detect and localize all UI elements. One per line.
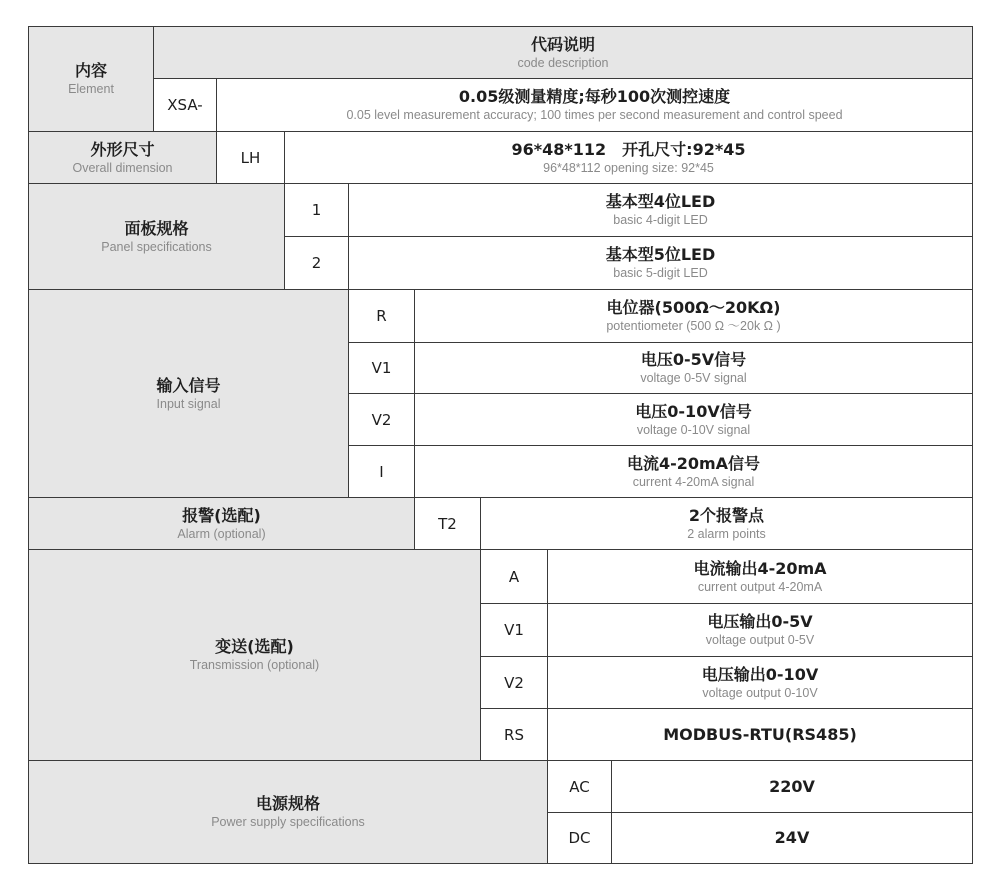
alarm-value-en: 2 alarm points (687, 526, 766, 541)
input-value-zh: 电压0-5V信号 (640, 350, 747, 369)
input-value-zh: 电位器(500Ω～20KΩ) (606, 298, 781, 317)
transmission-label-en: Transmission (optional) (189, 658, 320, 672)
power-code-cell (547, 760, 612, 813)
input-value-zh: 电流4-20mA信号 (626, 453, 761, 473)
input-code: R (376, 307, 387, 325)
series-code-cell (153, 78, 217, 132)
transmission-code: V2 (504, 673, 524, 692)
input-value-en: current 4-20mA signal (632, 474, 755, 489)
input-value-zh: 电压0-10V信号 (635, 401, 752, 421)
panel-value-cell (348, 183, 973, 237)
dimension-value-cell (284, 131, 973, 184)
panel-code-cell (284, 183, 349, 237)
input-value-en: voltage 0-5V signal (640, 371, 747, 385)
series-description-zh: 0.05级测量精度;每秒100次测控速度 (458, 87, 731, 106)
transmission-value-zh: 电流输出4-20mA (693, 558, 827, 578)
alarm-label-en: Alarm (optional) (177, 526, 266, 541)
input-value-cell (414, 445, 973, 498)
alarm-label-cell (28, 497, 415, 550)
input-code-cell (348, 393, 415, 446)
alarm-code-cell (414, 497, 481, 550)
dimension-code: LH (240, 148, 261, 167)
transmission-code-cell (480, 603, 548, 657)
dimension-label-zh: 外形尺寸 (90, 139, 155, 159)
dimension-label-en: Overall dimension (72, 160, 173, 175)
panel-value-en: basic 5-digit LED (613, 266, 708, 280)
dimension-label-cell (28, 131, 217, 184)
input-code-cell (348, 445, 415, 498)
dimension-value-zh: 96*48*112 开孔尺寸:92*45 (511, 139, 746, 159)
element-label-cell (28, 26, 154, 132)
transmission-value-cell (547, 603, 973, 657)
code-description-zh: 代码说明 (530, 34, 595, 54)
transmission-value-en: voltage output 0-10V (702, 685, 818, 700)
transmission-code: V1 (504, 621, 524, 639)
element-label-zh: 内容 (74, 61, 107, 80)
transmission-value-en: voltage output 0-5V (705, 633, 815, 647)
transmission-value-cell (547, 656, 973, 709)
transmission-value-zh: 电压输出0-5V (707, 612, 813, 631)
panel-code-cell (284, 236, 349, 290)
power-label-zh: 电源规格 (255, 794, 320, 813)
input-label-en: Input signal (156, 396, 221, 411)
panel-value-zh: 基本型4位LED (605, 192, 716, 211)
panel-value-zh: 基本型5位LED (605, 245, 716, 264)
input-code: V1 (371, 359, 392, 377)
transmission-code-cell (480, 708, 548, 761)
power-value: 220V (769, 776, 815, 796)
input-label-zh: 输入信号 (156, 375, 221, 395)
transmission-code: A (508, 567, 520, 586)
input-value-cell (414, 393, 973, 446)
input-value-cell (414, 342, 973, 394)
power-code: AC (569, 777, 590, 796)
transmission-code-cell (480, 549, 548, 604)
element-label-en: Element (68, 82, 114, 96)
transmission-label-zh: 变送(选配) (215, 637, 294, 656)
panel-code: 1 (311, 201, 322, 219)
power-label-en: Power supply specifications (211, 815, 365, 829)
power-label-cell (28, 760, 548, 864)
panel-label-zh: 面板规格 (124, 218, 189, 238)
transmission-value-cell (547, 549, 973, 604)
panel-label-cell (28, 183, 285, 290)
power-value: 24V (774, 828, 810, 847)
panel-value-en: basic 4-digit LED (613, 213, 708, 227)
panel-code: 2 (311, 254, 322, 272)
transmission-value-cell (547, 708, 973, 761)
transmission-label-cell (28, 549, 481, 761)
panel-label-en: Panel specifications (101, 239, 212, 254)
power-value-cell (611, 812, 973, 864)
input-code-cell (348, 289, 415, 343)
dimension-code-cell (216, 131, 285, 184)
transmission-value-en: current output 4-20mA (697, 579, 823, 594)
power-code-cell (547, 812, 612, 864)
input-code: V2 (371, 410, 392, 429)
transmission-code-cell (480, 656, 548, 709)
alarm-label-zh: 报警(选配) (182, 505, 261, 525)
series-description-cell (216, 78, 973, 132)
power-code: DC (568, 829, 591, 847)
input-value-cell (414, 289, 973, 343)
alarm-code: T2 (438, 514, 457, 533)
dimension-value-en: 96*48*112 opening size: 92*45 (543, 160, 714, 175)
panel-value-cell (348, 236, 973, 290)
input-value-en: voltage 0-10V signal (636, 422, 751, 437)
code-description-en: code description (517, 55, 609, 70)
series-code: XSA- (167, 96, 203, 114)
transmission-value-zh: MODBUS-RTU(RS485) (663, 724, 857, 744)
input-value-en: potentiometer (500 Ω ～20k Ω ) (606, 319, 781, 333)
input-code-cell (348, 342, 415, 394)
transmission-code: RS (504, 725, 524, 744)
transmission-value-zh: 电压输出0-10V (701, 664, 819, 684)
alarm-value-cell (480, 497, 973, 550)
alarm-value-zh: 2个报警点 (688, 505, 765, 525)
input-label-cell (28, 289, 349, 498)
code-description-header (153, 26, 973, 79)
input-code: I (379, 462, 384, 481)
series-description-en: 0.05 level measurement accuracy; 100 times per second measurement and control speed (346, 108, 843, 122)
power-value-cell (611, 760, 973, 813)
